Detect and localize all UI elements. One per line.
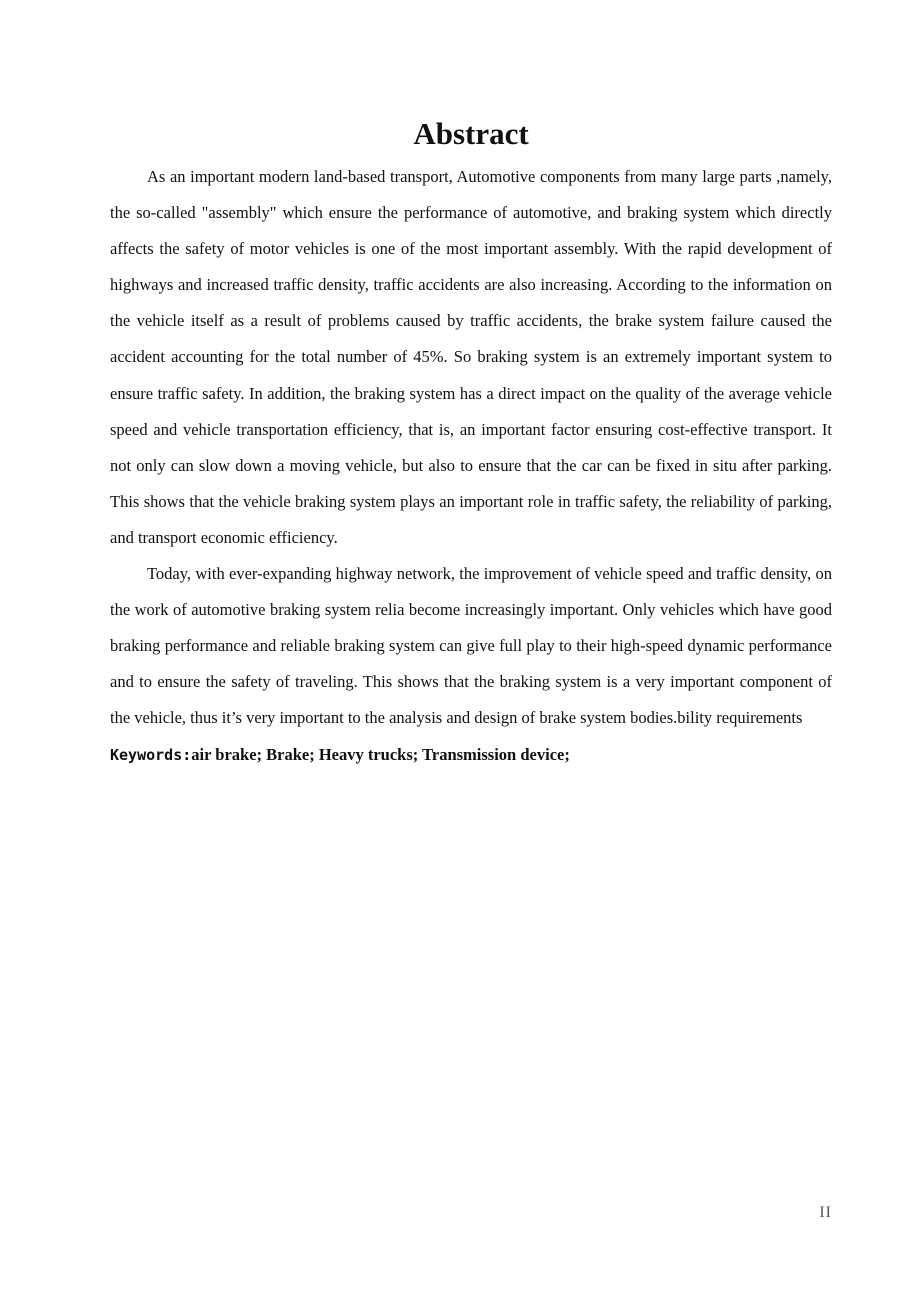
abstract-body <box>110 159 832 773</box>
page-number: II <box>819 1204 832 1221</box>
abstract-paragraph-2: Today, with ever-expanding highway network, the improvement of vehicle speed and traffic density, on the work of automotive braking system relia become increasingly important. Only vehicles which have good braking performance and reliable braking system can give full play to their high-speed dynamic performance and to ensure the safety of traveling. This shows that the braking system is a very important component of the vehicle, thus it’s very important to the analysis and design of brake system bodies.bility requirements <box>110 564 832 728</box>
keywords-line <box>110 737 832 773</box>
abstract-paragraph-1: As an important modern land-based transport, Automotive components from many large parts ,namely, the so-called "assembly" which ensure the performance of automotive, and braking system which directly affects the safety of motor vehicles is one of the most important assembly. With the rapid development of highways and increased traffic density, traffic accidents are also increasing. According to the information on the vehicle itself as a result of problems caused by traffic accidents, the brake system failure caused the accident accounting for the total number of 45%. So braking system is an extremely important system to ensure traffic safety. In addition, the braking system has a direct impact on the quality of the average vehicle speed and vehicle transportation efficiency, that is, an important factor ensuring cost-effective transport. It not only can slow down a moving vehicle, but also to ensure that the car can be fixed in situ after parking. This shows that the vehicle braking system plays an important role in traffic safety, the reliability of parking, and transport economic efficiency. <box>110 167 832 547</box>
keywords-label: Keywords: <box>110 745 192 764</box>
page-title: Abstract <box>413 116 529 151</box>
keywords-list: air brake; Brake; Heavy trucks; Transmission device; <box>191 744 570 764</box>
